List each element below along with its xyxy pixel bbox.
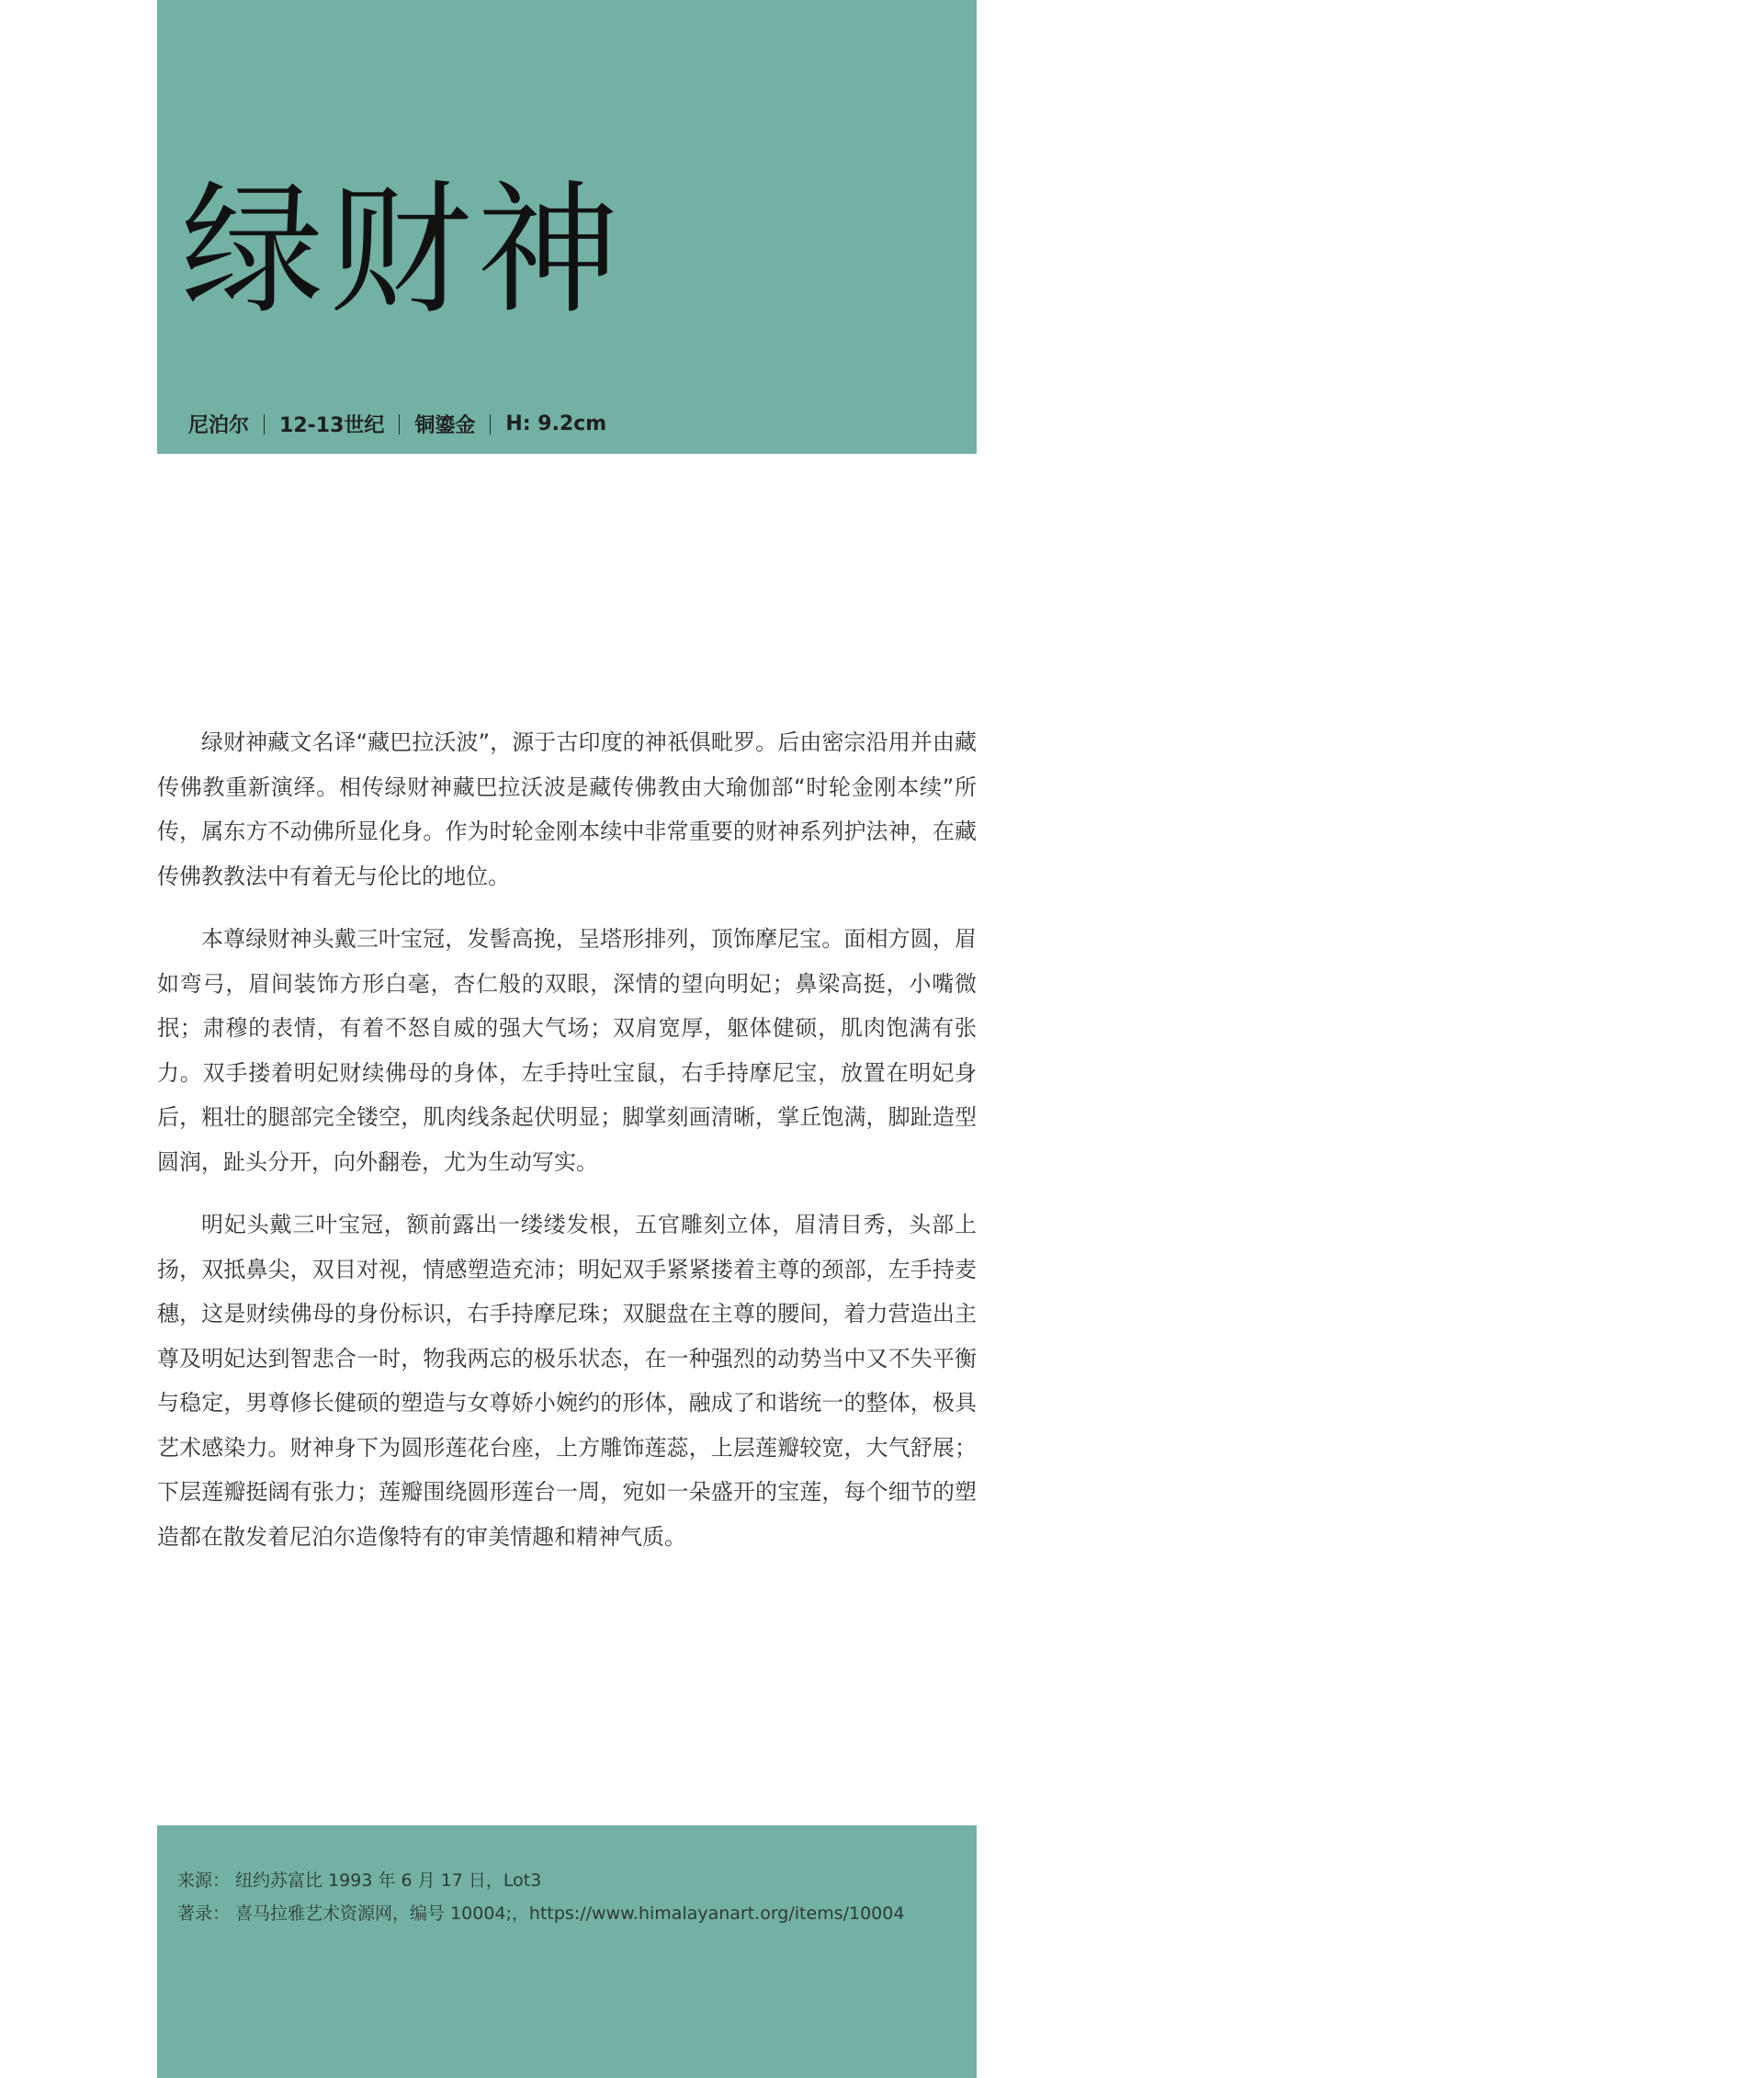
meta-height: H: 9.2cm (505, 412, 607, 435)
meta-period: 12-13世纪 (279, 414, 385, 437)
meta-divider (264, 414, 265, 435)
meta-divider (399, 414, 400, 435)
meta-divider (490, 414, 491, 435)
page-title: 绿财神 (181, 167, 625, 333)
paragraph-intro: 绿财神藏文名译“藏巴拉沃波”，源于古印度的神祇俱毗罗。后由密宗沿用并由藏传佛教重新演绎。相传绿财神藏巴拉沃波是藏传佛教由大瑜伽部“时轮金刚本续”所传，属东方不动佛所显化身。作为时轮金刚本续中非常重要的财神系列护法神，在藏传佛教教法中有着无与伦比的地位。 (157, 729, 977, 889)
description-body (157, 720, 977, 1577)
paragraph-consort: 明妃头戴三叶宝冠，额前露出一缕缕发根，五官雕刻立体，眉清目秀，头部上扬，双抵鼻尖，双目对视，情感塑造充沛；明妃双手紧紧搂着主尊的颈部，左手持麦穗，这是财续佛母的身份标识，右手持摩尼珠；双腿盘在主尊的腰间，着力营造出主尊及明妃达到智悲合一时，物我两忘的极乐状态，在一种强烈的动势当中又不失平衡与稳定，男尊修长健硕的塑造与女尊娇小婉约的形体，融成了和谐统一的整体，极具艺术感染力。财神身下为圆形莲花台座，上方雕饰莲蕊，上层莲瓣较宽，大气舒展；下层莲瓣挺阔有张力；莲瓣围绕圆形莲台一周，宛如一朵盛开的宝莲，每个细节的塑造都在散发着尼泊尔造像特有的审美情趣和精神气质。 (157, 1212, 977, 1550)
source-panel (157, 1825, 977, 2078)
provenance-line: 来源： 纽约苏富比 1993 年 6 月 17 日，Lot3 (177, 1870, 542, 1891)
literature-line: 著录： 喜马拉雅艺术资源网，编号 10004;，https://www.himalayanart.org/items/10004 (177, 1903, 905, 1924)
paragraph-main-deity: 本尊绿财神头戴三叶宝冠，发髻高挽，呈塔形排列，顶饰摩尼宝。面相方圆，眉如弯弓，眉间装饰方形白毫，杏仁般的双眼，深情的望向明妃；鼻梁高挺，小嘴微抿；肃穆的表情，有着不怒自威的强大气场；双肩宽厚，躯体健硕，肌肉饱满有张力。双手搂着明妃财续佛母的身体，左手持吐宝鼠，右手持摩尼宝，放置在明妃身后，粗壮的腿部完全镂空，肌肉线条起伏明显；脚掌刻画清晰，掌丘饱满，脚趾造型圆润，趾头分开，向外翻卷，尤为生动写实。 (157, 926, 977, 1175)
artwork-meta (188, 410, 606, 438)
meta-origin: 尼泊尔 (188, 414, 250, 437)
meta-material: 铜鎏金 (414, 414, 476, 437)
title-panel (157, 0, 977, 454)
